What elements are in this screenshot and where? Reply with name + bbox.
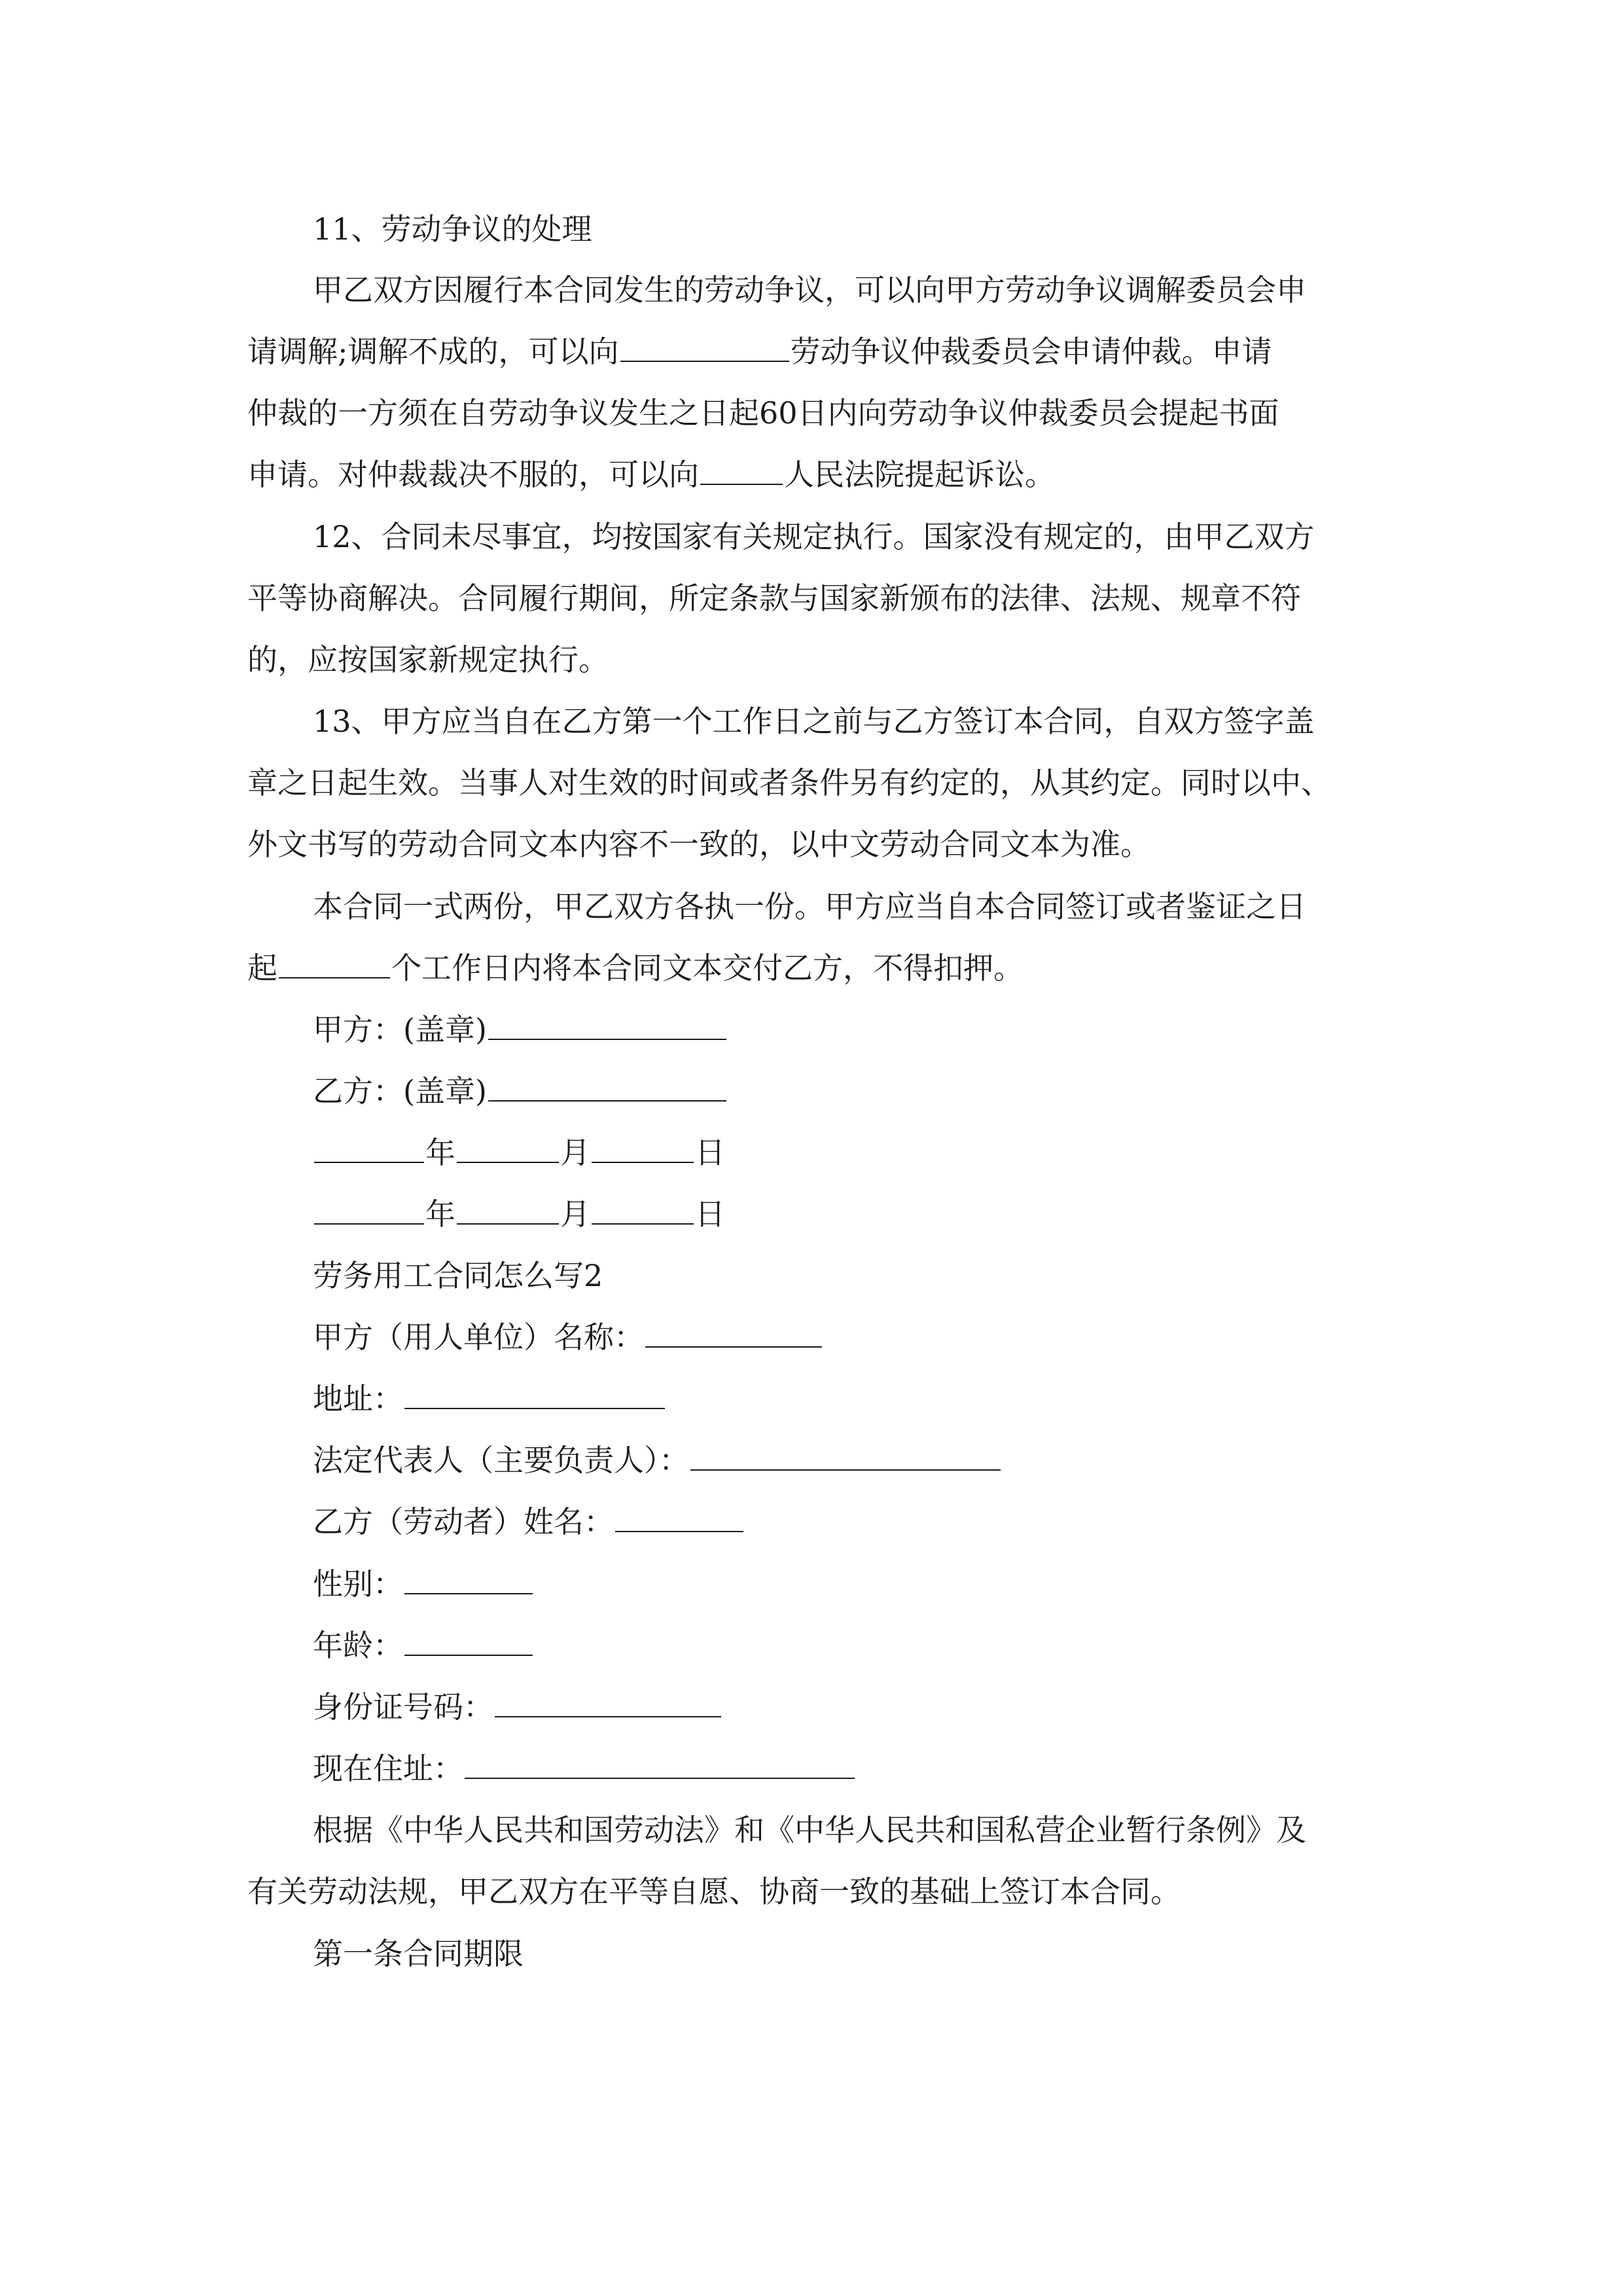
arbitration-committee-blank[interactable]	[620, 332, 789, 362]
section-12-line-1: 12、合同未尽事宜，均按国家有关规定执行。国家没有规定的，由甲乙双方	[313, 519, 1315, 554]
party-a-seal-label: 甲方：(盖章)	[313, 1012, 487, 1047]
gender-line	[313, 1564, 534, 1604]
copies-line-1: 本合同一式两份，甲乙双方各执一份。甲方应当自本合同签订或者鉴证之日	[313, 889, 1306, 924]
copies-line-2b: 个工作日内将本合同文本交付乙方，不得扣押。	[391, 950, 1024, 986]
age-blank[interactable]	[404, 1626, 533, 1656]
current-address-label: 现在住址：	[313, 1751, 463, 1786]
article-1-heading: 第一条合同期限	[313, 1936, 524, 1971]
section-11-heading: 11、劳动争议的处理	[313, 211, 592, 247]
legal-rep-blank[interactable]	[690, 1441, 1001, 1471]
date-1-year-blank[interactable]	[314, 1133, 424, 1163]
section-12-line-2: 平等协商解决。合同履行期间，所定条款与国家新颁布的法律、法规、规章不符	[247, 581, 1301, 616]
worker-name-line	[313, 1502, 745, 1541]
date-line-2	[313, 1194, 725, 1234]
date-1-day-label: 日	[695, 1135, 725, 1170]
address-label: 地址：	[313, 1381, 403, 1416]
id-number-label: 身份证号码：	[313, 1689, 493, 1725]
date-2-day-blank[interactable]	[592, 1194, 694, 1225]
legal-rep-label: 法定代表人（主要负责人）：	[313, 1443, 689, 1478]
copies-line-2	[247, 948, 1024, 988]
id-number-blank[interactable]	[495, 1687, 721, 1717]
employer-name-label: 甲方（用人单位）名称：	[313, 1319, 644, 1355]
age-label: 年龄：	[313, 1628, 403, 1663]
date-1-year-label: 年	[425, 1135, 455, 1170]
employer-name-blank[interactable]	[645, 1318, 822, 1348]
gender-blank[interactable]	[404, 1564, 533, 1594]
employer-name-line	[313, 1318, 823, 1357]
section-11-line-1: 甲乙双方因履行本合同发生的劳动争议，可以向甲方劳动争议调解委员会申	[313, 272, 1306, 308]
section-11-line-4	[247, 455, 1055, 494]
legal-rep-line	[313, 1441, 1002, 1480]
party-a-seal-line	[313, 1010, 728, 1049]
party-b-seal-label: 乙方：(盖章)	[313, 1073, 487, 1109]
party-a-seal-blank[interactable]	[488, 1010, 726, 1040]
section-12-line-3: 的，应按国家新规定执行。	[247, 642, 609, 677]
address-blank[interactable]	[404, 1379, 665, 1409]
current-address-blank[interactable]	[465, 1749, 855, 1779]
current-address-line	[313, 1749, 856, 1788]
date-2-day-label: 日	[695, 1196, 725, 1232]
section-11-line-4a: 申请。对仲裁裁决不服的，可以向	[247, 457, 699, 492]
section-13-line-2: 章之日起生效。当事人对生效的时间或者条件另有约定的，从其约定。同时以中、	[247, 765, 1331, 800]
date-1-day-blank[interactable]	[592, 1133, 694, 1163]
section-11-line-2b: 劳动争议仲裁委员会申请仲裁。申请	[790, 334, 1272, 369]
date-2-year-blank[interactable]	[314, 1194, 424, 1225]
date-1-month-blank[interactable]	[457, 1133, 559, 1163]
address-line	[313, 1379, 666, 1418]
section-11-line-2a: 请调解;调解不成的，可以向	[247, 334, 619, 369]
age-line	[313, 1626, 534, 1665]
section-11-line-4b: 人民法院提起诉讼。	[784, 457, 1055, 492]
date-2-month-blank[interactable]	[457, 1194, 559, 1225]
workdays-blank[interactable]	[279, 948, 390, 978]
preamble-line-1: 根据《中华人民共和国劳动法》和《中华人民共和国私营企业暂行条例》及	[313, 1812, 1306, 1848]
court-blank[interactable]	[700, 455, 783, 485]
section-13-line-3: 外文书写的劳动合同文本内容不一致的，以中文劳动合同文本为准。	[247, 827, 1150, 862]
section-11-line-2	[247, 332, 1272, 371]
date-1-month-label: 月	[560, 1135, 590, 1170]
contract-2-title: 劳务用工合同怎么写2	[313, 1258, 603, 1293]
copies-line-2a: 起	[247, 950, 277, 986]
gender-label: 性别：	[313, 1566, 403, 1602]
worker-name-blank[interactable]	[615, 1502, 743, 1532]
section-11-line-3: 仲裁的一方须在自劳动争议发生之日起60日内向劳动争议仲裁委员会提起书面	[247, 395, 1279, 431]
party-b-seal-line	[313, 1071, 728, 1111]
section-13-line-1: 13、甲方应当自在乙方第一个工作日之前与乙方签订本合同，自双方签字盖	[313, 704, 1315, 739]
party-b-seal-blank[interactable]	[488, 1071, 726, 1102]
date-2-year-label: 年	[425, 1196, 455, 1232]
worker-name-label: 乙方（劳动者）姓名：	[313, 1504, 614, 1539]
preamble-line-2: 有关劳动法规，甲乙双方在平等自愿、协商一致的基础上签订本合同。	[247, 1874, 1181, 1909]
id-number-line	[313, 1687, 722, 1727]
date-line-1	[313, 1133, 725, 1172]
date-2-month-label: 月	[560, 1196, 590, 1232]
